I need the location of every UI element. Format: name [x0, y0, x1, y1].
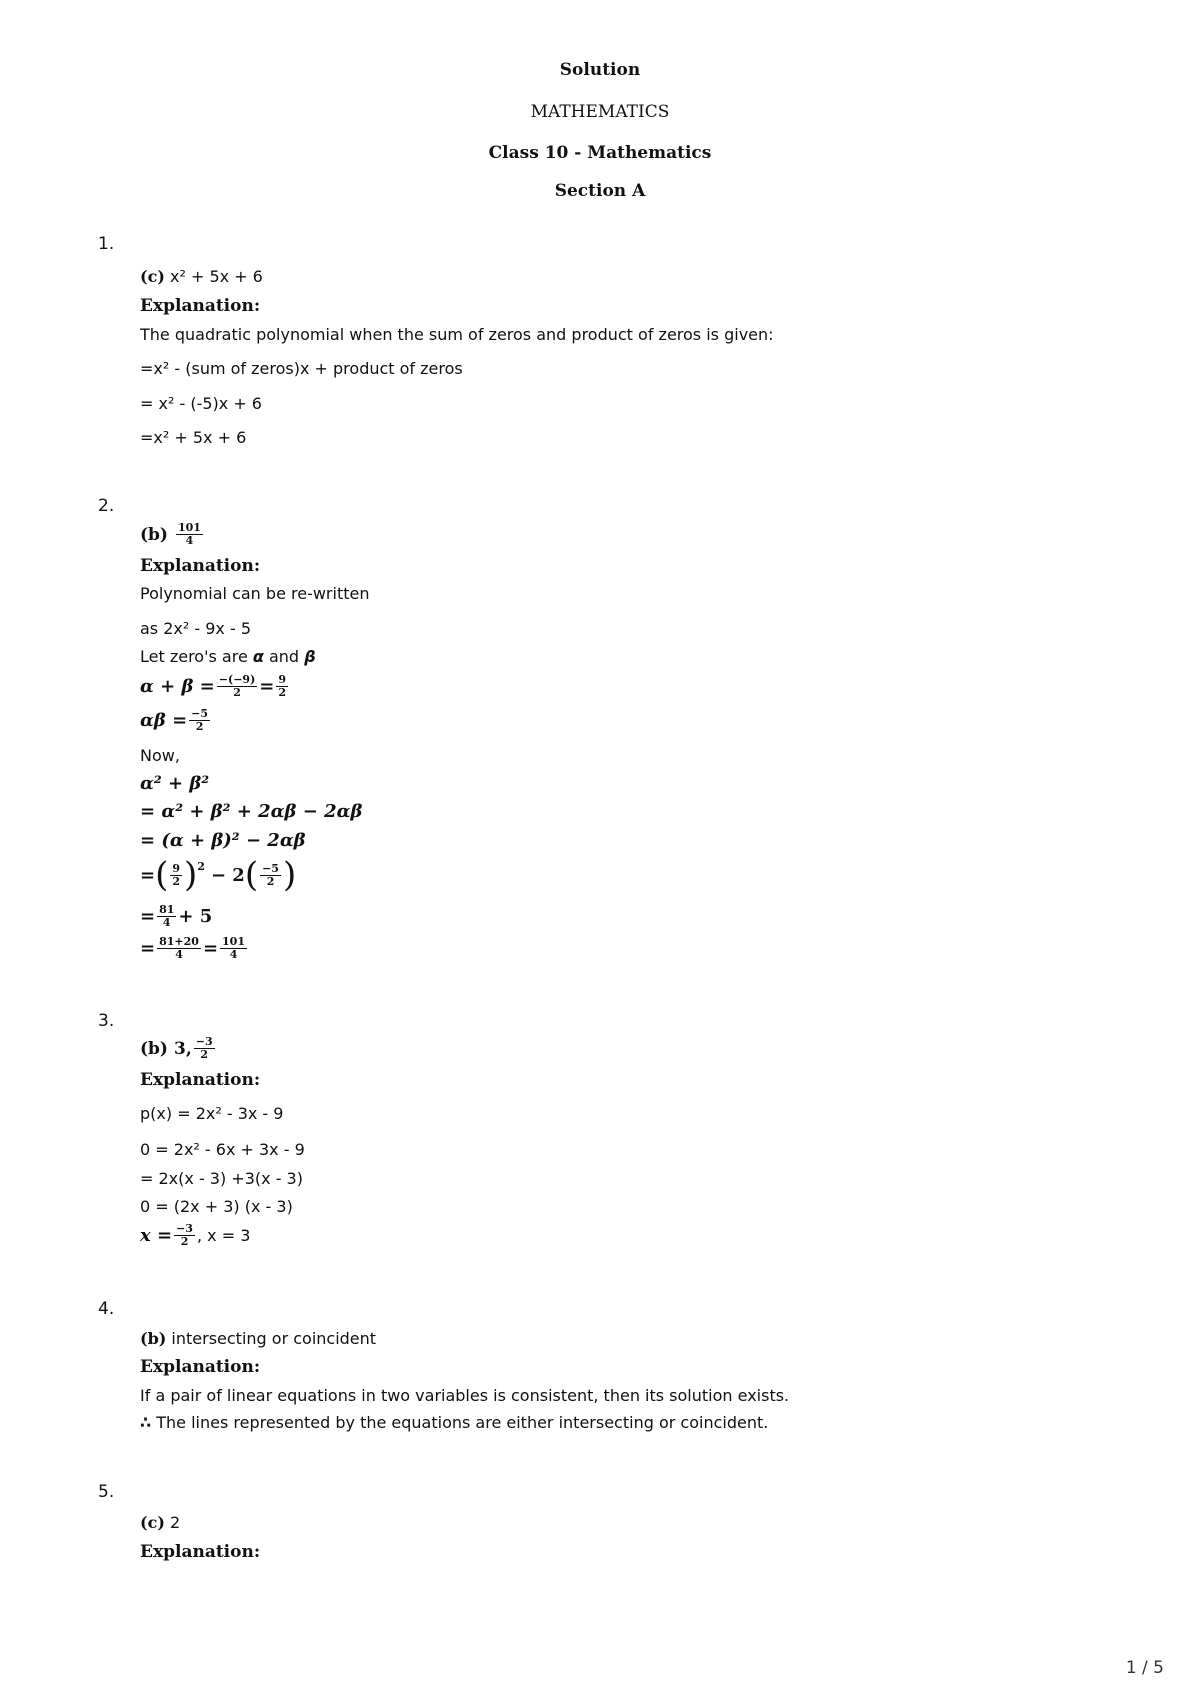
explanation-line: 0 = (2x + 3) (x - 3) [140, 1197, 293, 1216]
explanation-line: =x² - (sum of zeros)x + product of zeros [140, 359, 463, 378]
math-fraction [189, 708, 210, 733]
math-line [140, 830, 306, 851]
explanation-line [140, 1413, 768, 1432]
fraction-numerator: −3 [195, 1035, 213, 1048]
math-fraction [157, 904, 176, 929]
answer-line [140, 522, 205, 547]
paren-right: ) [282, 855, 297, 895]
answer-line [140, 1513, 180, 1532]
explanation-line: p(x) = 2x² - 3x - 9 [140, 1104, 284, 1123]
math-expression: x = [140, 1225, 173, 1246]
math-expression: α² + β² [140, 773, 210, 794]
answer-line [140, 267, 263, 286]
math-operator: = [259, 676, 275, 697]
doc-title: Solution [559, 60, 641, 80]
explanation-line: The quadratic polynomial when the sum of zeros and product of zeros is given: [140, 325, 774, 344]
explanation-line [140, 647, 316, 666]
explanation-label: Explanation: [140, 296, 261, 316]
paren-left: ( [244, 855, 259, 895]
math-expression: − 2 [210, 864, 245, 886]
fraction-denominator: 2 [172, 874, 181, 888]
question-number: 1. [98, 234, 115, 254]
beta-symbol: β [304, 647, 316, 666]
math-line [140, 936, 249, 961]
paren-left: ( [155, 855, 169, 895]
math-fraction [217, 674, 258, 699]
fraction-numerator: −(−9) [218, 673, 256, 686]
math-fraction [276, 674, 288, 699]
fraction-numerator: 9 [278, 673, 287, 686]
math-expression: α + β = [140, 676, 215, 697]
answer-option: (b) [140, 1038, 168, 1059]
paren-right: ) [184, 855, 198, 895]
math-expression: , x = 3 [196, 1226, 251, 1245]
answer-option: (b) [140, 524, 168, 545]
math-line [140, 674, 290, 699]
math-line [140, 904, 212, 929]
explanation-label: Explanation: [140, 1357, 261, 1377]
explanation-line: = x² - (-5)x + 6 [140, 394, 262, 413]
explanation-label: Explanation: [140, 1070, 261, 1090]
answer-fraction [176, 522, 203, 547]
answer-option: (c) [140, 267, 165, 286]
question-number: 4. [98, 1299, 115, 1319]
fraction-numerator: −3 [176, 1222, 193, 1235]
math-operator: = [202, 938, 219, 959]
question-number: 3. [98, 1011, 115, 1031]
math-line [140, 801, 362, 822]
fraction-numerator: 101 [222, 935, 245, 948]
fraction-denominator: 4 [175, 948, 183, 961]
fraction-denominator: 2 [266, 874, 275, 888]
answer-line [140, 1329, 376, 1348]
math-fraction [260, 863, 281, 888]
fraction-numerator: −5 [262, 861, 279, 875]
explanation-label: Explanation: [140, 1542, 261, 1562]
subject-title: MATHEMATICS [530, 102, 670, 122]
text-fragment: Let zero's are [140, 647, 248, 666]
math-fraction [220, 936, 247, 961]
math-expression: = α² + β² + 2αβ − 2αβ [140, 801, 363, 822]
math-fraction [157, 936, 201, 961]
fraction-denominator: 4 [229, 948, 238, 961]
question-number: 2. [98, 496, 115, 516]
answer-text: 3, [173, 1038, 192, 1059]
answer-option: (b) [140, 1329, 167, 1348]
math-fraction [174, 1223, 195, 1248]
math-line [140, 708, 212, 733]
fraction-denominator: 4 [162, 916, 171, 929]
explanation-line: =x² + 5x + 6 [140, 428, 247, 447]
math-line [140, 1223, 250, 1248]
fraction-numerator: 81 [159, 903, 175, 916]
explanation-line: = 2x(x - 3) +3(x - 3) [140, 1169, 303, 1188]
math-operator: = [140, 864, 156, 886]
question-number: 5. [98, 1482, 115, 1502]
fraction-numerator: 101 [177, 521, 201, 534]
math-line [140, 855, 297, 895]
math-operator: = [140, 906, 156, 927]
section-title: Section A [554, 181, 646, 201]
class-title: Class 10 - Mathematics [488, 143, 712, 163]
fraction-numerator: 9 [172, 861, 181, 875]
explanation-line: Now, [140, 746, 180, 765]
fraction-denominator: 2 [195, 720, 204, 733]
math-expression: + 5 [178, 906, 213, 927]
alpha-symbol: α [252, 647, 264, 666]
fraction-denominator: 4 [185, 534, 194, 547]
math-expression: αβ = [140, 710, 188, 731]
fraction-denominator: 2 [200, 1048, 208, 1061]
answer-line [140, 1036, 217, 1061]
answer-fraction [194, 1036, 215, 1061]
answer-text: x² + 5x + 6 [169, 267, 263, 286]
exponent: 2 [197, 860, 205, 873]
fraction-numerator: −5 [191, 707, 209, 720]
fraction-denominator: 2 [180, 1235, 189, 1248]
math-expression: = (α + β)² − 2αβ [140, 830, 306, 851]
fraction-denominator: 2 [278, 686, 287, 699]
math-operator: = [140, 938, 156, 959]
therefore-symbol: ∴ [140, 1413, 152, 1432]
answer-option: (c) [140, 1513, 165, 1532]
text-fragment: The lines represented by the equations are either intersecting or coincident. [156, 1413, 769, 1432]
explanation-line: If a pair of linear equations in two variables is consistent, then its solution exists. [140, 1386, 790, 1405]
text-fragment: and [268, 647, 300, 666]
answer-text: intersecting or coincident [171, 1329, 377, 1348]
answer-text: 2 [169, 1513, 181, 1532]
page-number: 1 / 5 [1125, 1658, 1164, 1678]
explanation-line: as 2x² - 9x - 5 [140, 619, 252, 638]
explanation-label: Explanation: [140, 556, 261, 576]
math-line [140, 773, 209, 794]
explanation-line: Polynomial can be re-written [140, 584, 370, 603]
fraction-numerator: 81+20 [159, 935, 199, 948]
explanation-line: 0 = 2x² - 6x + 3x - 9 [140, 1140, 305, 1159]
fraction-denominator: 2 [233, 686, 241, 699]
math-fraction [170, 863, 182, 888]
